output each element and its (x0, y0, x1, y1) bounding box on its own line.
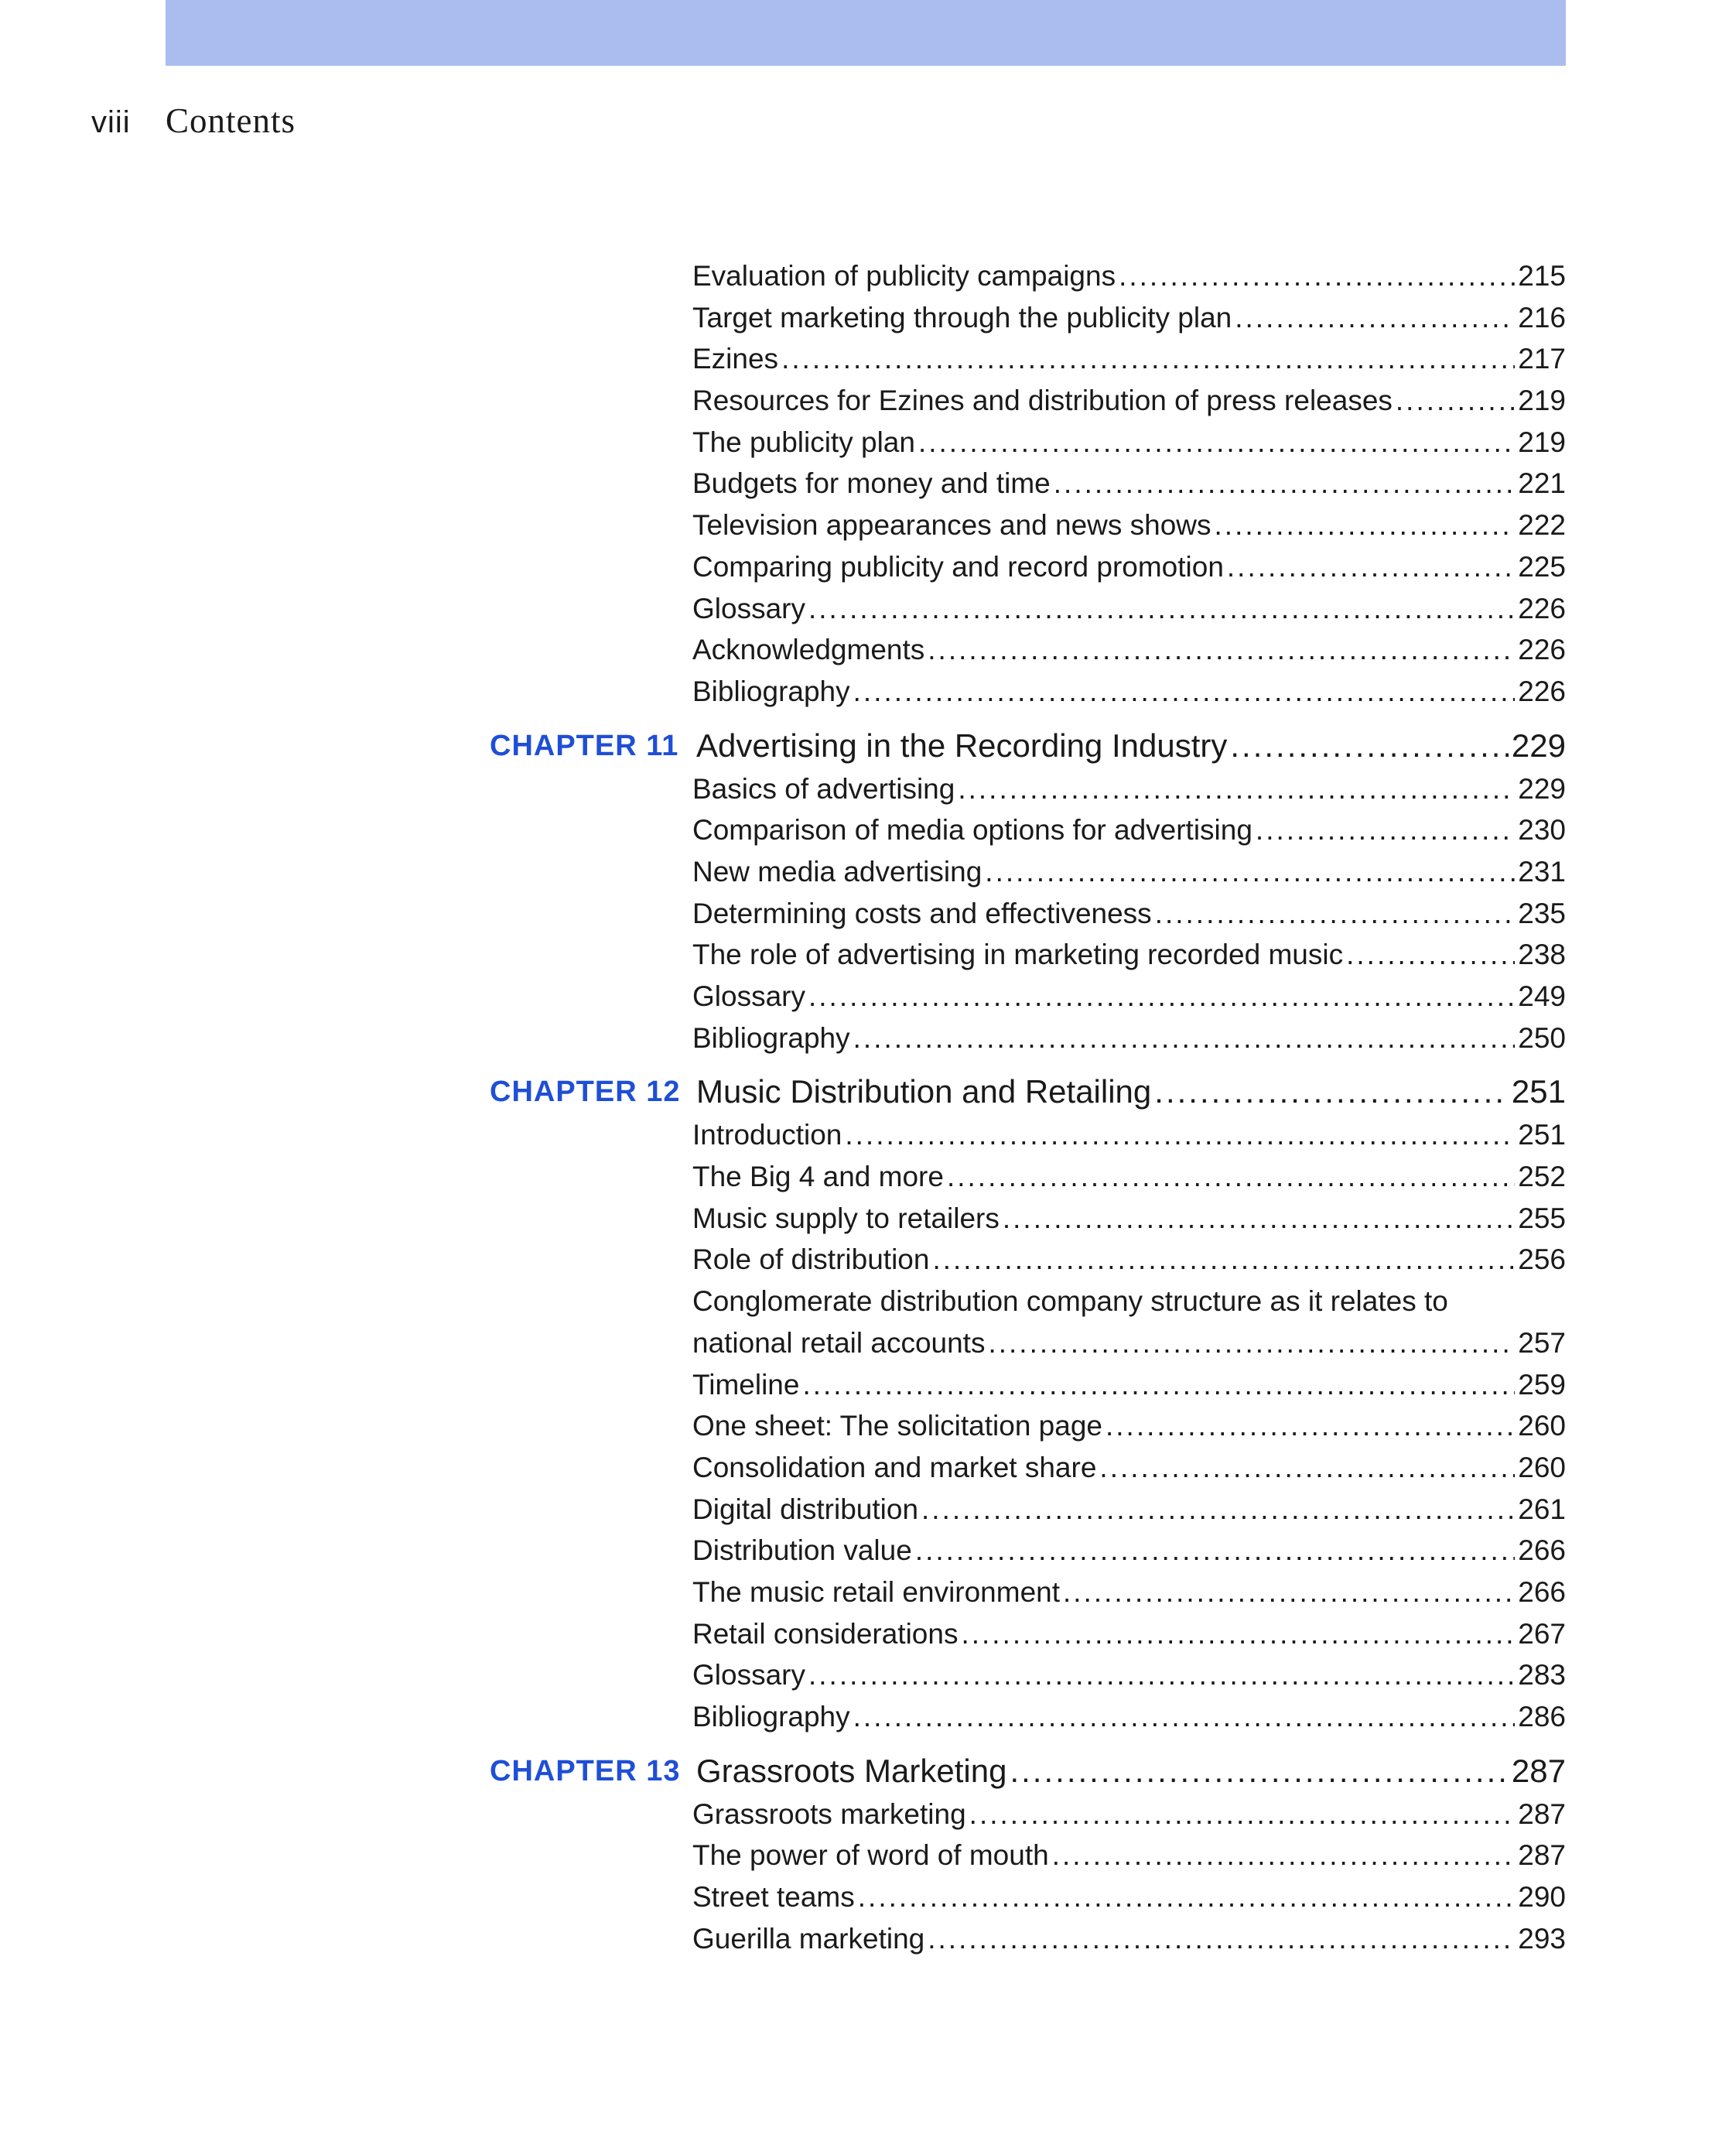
toc-entry-title: Bibliography (692, 1021, 850, 1054)
toc-entry[interactable] (0, 463, 1736, 505)
toc-page-number: 287 (1518, 1797, 1566, 1830)
toc-page-number: 266 (1518, 1575, 1566, 1608)
dot-leader (918, 422, 1515, 463)
toc-page-number: 255 (1518, 1202, 1566, 1234)
toc-entry[interactable] (0, 1405, 1736, 1447)
dot-leader (853, 1696, 1516, 1738)
toc-entry-title: Digital distribution (692, 1493, 919, 1525)
toc-page-number: 260 (1518, 1451, 1566, 1483)
toc-entry[interactable] (0, 546, 1736, 588)
chapter-heading[interactable] (0, 1749, 1736, 1794)
toc-entry[interactable] (0, 1364, 1736, 1406)
toc-entry-title: Introduction (692, 1119, 842, 1151)
toc-page-number: 293 (1518, 1922, 1566, 1955)
toc-entry[interactable] (0, 1654, 1736, 1696)
toc-entry[interactable] (0, 1918, 1736, 1960)
toc-entry[interactable] (0, 1489, 1736, 1531)
toc-entry[interactable] (0, 1018, 1736, 1059)
dot-leader (1396, 380, 1515, 422)
toc-page-number: 215 (1518, 260, 1566, 292)
dot-leader (808, 588, 1515, 630)
toc-entry-line[interactable] (0, 1281, 1736, 1322)
dot-leader (781, 338, 1515, 380)
toc-entry-title: The role of advertising in marketing recorded music (692, 939, 1344, 971)
toc-page-number: 226 (1518, 592, 1566, 624)
dot-leader (1230, 723, 1509, 768)
toc-page-number: 229 (1518, 772, 1566, 805)
toc-entry[interactable] (0, 1156, 1736, 1198)
toc-entry-title: The Big 4 and more (692, 1161, 944, 1193)
toc-entry-title: Conglomerate distribution company structure as it relates to (692, 1285, 1448, 1318)
dot-leader (928, 629, 1515, 671)
toc-entry[interactable] (0, 1530, 1736, 1572)
toc-entry[interactable] (0, 851, 1736, 893)
toc-entry[interactable] (0, 1239, 1736, 1281)
toc-entry-title: Timeline (692, 1368, 800, 1401)
dot-leader (845, 1114, 1515, 1156)
toc-entry[interactable] (0, 380, 1736, 422)
toc-entry-title: Ezines (692, 343, 779, 375)
toc-entry[interactable] (0, 893, 1736, 935)
dot-leader (947, 1156, 1515, 1198)
dot-leader (1235, 297, 1515, 339)
toc-page-number: 219 (1518, 385, 1566, 417)
toc-entry-title: Comparing publicity and record promotion (692, 550, 1224, 583)
chapter-number-label: CHAPTER 12 (490, 1076, 681, 1109)
toc-entry[interactable] (0, 1198, 1736, 1240)
toc-entry-title: Role of distribution (692, 1243, 930, 1276)
dot-leader (808, 976, 1515, 1018)
toc-entry-title: Glossary (692, 1659, 805, 1691)
dot-leader (1154, 1069, 1509, 1114)
toc-page-number: 257 (1518, 1326, 1566, 1359)
chapter-page-number: 287 (1511, 1752, 1566, 1789)
toc-page-number: 250 (1518, 1021, 1566, 1054)
toc-page-number: 226 (1518, 675, 1566, 707)
toc-page-number: 217 (1518, 343, 1566, 375)
toc-entry-title: Determining costs and effectiveness (692, 897, 1152, 929)
dot-leader (808, 1654, 1515, 1696)
dot-leader (961, 1613, 1515, 1655)
toc-entry[interactable] (0, 297, 1736, 339)
dot-leader (1106, 1405, 1515, 1447)
toc-entry-title: Basics of advertising (692, 772, 955, 805)
toc-entry-title: Budgets for money and time (692, 467, 1051, 500)
toc-entry[interactable] (0, 934, 1736, 976)
dot-leader (1346, 934, 1515, 976)
toc-page-number: 219 (1518, 426, 1566, 458)
dot-leader (1119, 255, 1515, 297)
toc-page-number: 261 (1518, 1493, 1566, 1525)
toc-entry[interactable] (0, 1876, 1736, 1918)
dot-leader (969, 1794, 1516, 1835)
toc-entry-title: Comparison of media options for advertising (692, 814, 1252, 847)
toc-page-number: 252 (1518, 1161, 1566, 1193)
dot-leader (988, 1322, 1515, 1364)
toc-entry-title: Resources for Ezines and distribution of press releases (692, 385, 1393, 417)
toc-entry[interactable] (0, 1794, 1736, 1835)
toc-page-number: 221 (1518, 467, 1566, 500)
toc-entry-title: The music retail environment (692, 1575, 1061, 1608)
dot-leader (1155, 893, 1516, 935)
toc-entry-title: The publicity plan (692, 426, 915, 458)
toc-entry-title: Bibliography (692, 1701, 850, 1732)
toc-page-number: 256 (1518, 1243, 1566, 1276)
toc-entry-title: Evaluation of publicity campaigns (692, 260, 1116, 292)
table-of-contents (0, 255, 1736, 1959)
toc-entry-title: Music supply to retailers (692, 1202, 1000, 1234)
dot-leader (928, 1918, 1515, 1960)
toc-page-number: 259 (1518, 1368, 1566, 1401)
toc-page-number: 249 (1518, 980, 1566, 1012)
toc-page-number: 216 (1518, 301, 1566, 333)
chapter-title: Advertising in the Recording Industry (696, 727, 1228, 764)
chapter-page-number: 251 (1511, 1073, 1566, 1110)
chapter-page-number: 229 (1511, 727, 1566, 764)
dot-leader (853, 1018, 1516, 1059)
dot-leader (985, 851, 1515, 893)
dot-leader (1256, 809, 1515, 851)
toc-entry-title-continued: national retail accounts (692, 1326, 986, 1359)
toc-page-number: 231 (1518, 855, 1566, 888)
toc-entry[interactable] (0, 422, 1736, 463)
toc-entry-title: Television appearances and news shows (692, 509, 1211, 542)
toc-entry-title: Acknowledgments (692, 634, 925, 666)
toc-entry[interactable] (0, 976, 1736, 1018)
dot-leader (802, 1364, 1515, 1406)
toc-entry[interactable] (0, 255, 1736, 297)
dot-leader (1010, 1749, 1508, 1794)
toc-entry[interactable] (0, 1322, 1736, 1364)
toc-entry[interactable] (0, 505, 1736, 546)
toc-page-number: 286 (1518, 1701, 1566, 1732)
toc-entry-title: Glossary (692, 980, 805, 1012)
toc-page-number: 267 (1518, 1617, 1566, 1650)
dot-leader (1054, 463, 1516, 505)
dot-leader (1227, 546, 1515, 588)
toc-page-number: 283 (1518, 1659, 1566, 1691)
dot-leader (1003, 1198, 1515, 1240)
toc-entry[interactable] (0, 1613, 1736, 1655)
chapter-heading[interactable] (0, 1069, 1736, 1114)
toc-entry-title: Target marketing through the publicity plan (692, 301, 1232, 333)
chapter-number-label: CHAPTER 11 (490, 729, 679, 762)
header-band (166, 0, 1566, 66)
toc-entry[interactable] (0, 671, 1736, 713)
toc-page-number: 238 (1518, 939, 1566, 971)
dot-leader (958, 768, 1515, 810)
toc-entry[interactable] (0, 629, 1736, 671)
running-head (91, 101, 296, 147)
toc-entry[interactable] (0, 1114, 1736, 1156)
toc-page-number: 225 (1518, 550, 1566, 583)
toc-entry-title: The power of word of mouth (692, 1839, 1049, 1872)
toc-entry[interactable] (0, 768, 1736, 810)
toc-entry[interactable] (0, 338, 1736, 380)
toc-entry[interactable] (0, 1572, 1736, 1613)
chapter-heading[interactable] (0, 723, 1736, 768)
toc-entry[interactable] (0, 1835, 1736, 1876)
toc-entry-title: New media advertising (692, 855, 982, 888)
dot-leader (915, 1530, 1515, 1572)
dot-leader (858, 1876, 1516, 1918)
toc-page-number: 251 (1518, 1119, 1566, 1151)
toc-entry-title: Guerilla marketing (692, 1922, 925, 1955)
toc-entry-title: Consolidation and market share (692, 1451, 1097, 1483)
toc-page-number: 222 (1518, 509, 1566, 542)
running-head-title: Contents (166, 101, 296, 140)
toc-page-number: 266 (1518, 1534, 1566, 1567)
dot-leader (1063, 1572, 1515, 1613)
toc-entry-title: Glossary (692, 592, 805, 624)
toc-entry-title: Street teams (692, 1881, 855, 1914)
dot-leader (853, 671, 1516, 713)
toc-entry-title: Grassroots marketing (692, 1797, 966, 1830)
dot-leader (1052, 1835, 1516, 1876)
toc-page-number: 287 (1518, 1839, 1566, 1872)
toc-entry-title: Retail considerations (692, 1617, 959, 1650)
toc-page-number: 290 (1518, 1881, 1566, 1914)
toc-entry[interactable] (0, 588, 1736, 630)
dot-leader (921, 1489, 1515, 1531)
toc-page-number: 230 (1518, 814, 1566, 847)
toc-page-number: 235 (1518, 897, 1566, 929)
toc-entry-title: One sheet: The solicitation page (692, 1410, 1102, 1442)
chapter-title: Music Distribution and Retailing (696, 1073, 1152, 1110)
toc-entry[interactable] (0, 1447, 1736, 1489)
toc-entry-title: Bibliography (692, 675, 850, 707)
dot-leader (1099, 1447, 1515, 1489)
toc-entry[interactable] (0, 809, 1736, 851)
toc-page-number: 226 (1518, 634, 1566, 666)
dot-leader (1215, 505, 1516, 546)
chapter-title: Grassroots Marketing (696, 1752, 1007, 1789)
page-folio: viii (91, 105, 131, 139)
toc-entry[interactable] (0, 1696, 1736, 1738)
dot-leader (932, 1239, 1515, 1281)
toc-entry-title: Distribution value (692, 1534, 912, 1567)
toc-page-number: 260 (1518, 1410, 1566, 1442)
chapter-number-label: CHAPTER 13 (490, 1754, 681, 1787)
